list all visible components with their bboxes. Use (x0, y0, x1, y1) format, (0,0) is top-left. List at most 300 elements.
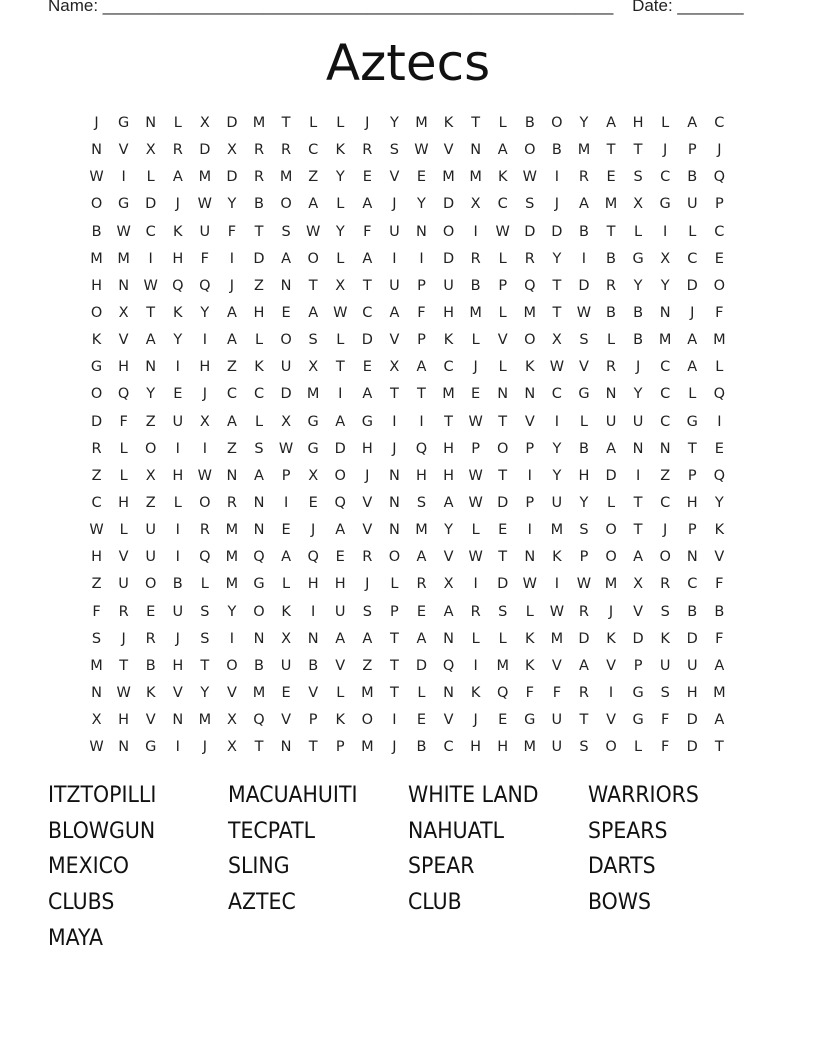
grid-letter: C (443, 359, 454, 376)
grid-letter: X (199, 115, 210, 131)
grid-letter: D (334, 440, 346, 457)
grid-letter: X (308, 359, 319, 376)
grid-letter: U (118, 576, 129, 593)
grid-letter: C (660, 386, 671, 403)
grid-letter: P (687, 142, 697, 159)
word-bank-item: DARTS (588, 854, 656, 880)
grid-letter: W (89, 169, 104, 186)
grid-letter: P (633, 657, 643, 674)
grid-letter: D (578, 277, 590, 294)
grid-letter: N (443, 630, 454, 647)
grid-letter: S (308, 332, 318, 349)
grid-letter: Y (200, 304, 210, 321)
grid-letter: H (172, 657, 184, 674)
grid-letter: R (145, 630, 156, 647)
grid-letter: R (253, 169, 265, 186)
grid-letter: U (280, 657, 292, 674)
grid-letter: J (663, 142, 668, 159)
grid-letter: U (632, 413, 644, 430)
word-bank-item: CLUB (408, 890, 462, 916)
grid-letter: E (471, 386, 481, 403)
grid-letter: X (308, 467, 319, 484)
grid-letter: D (361, 332, 373, 349)
grid-letter: D (578, 630, 590, 647)
grid-letter: R (118, 603, 129, 620)
grid-letter: J (202, 386, 207, 403)
grid-letter: X (470, 196, 481, 213)
grid-letter: H (416, 467, 427, 484)
grid-letter: D (415, 657, 428, 674)
grid-letter: W (333, 304, 348, 321)
grid-letter: O (144, 576, 157, 593)
grid-letter: A (416, 630, 427, 647)
grid-letter: J (392, 440, 397, 457)
date-line: Date: _______ (632, 0, 744, 15)
grid-letter: A (226, 413, 237, 430)
grid-letter: N (524, 386, 536, 403)
grid-letter: B (551, 142, 562, 159)
word-bank-item: WHITE LAND (408, 783, 539, 808)
grid-letter: J (121, 630, 126, 647)
name-line: Name: ______________________________________________________ (48, 0, 614, 15)
grid-letter: M (523, 304, 537, 321)
grid-letter: K (525, 630, 535, 647)
grid-letter: D (686, 277, 698, 294)
grid-letter: I (392, 250, 397, 267)
grid-letter: K (91, 332, 102, 349)
grid-letter: X (551, 332, 562, 349)
grid-letter: V (714, 549, 725, 566)
grid-letter: A (714, 657, 725, 674)
grid-letter: U (145, 549, 156, 566)
grid-letter: K (173, 304, 183, 321)
grid-letter: U (443, 277, 454, 294)
grid-letter: A (443, 494, 454, 511)
grid-letter: U (389, 223, 400, 240)
grid-letter: Y (444, 522, 453, 539)
grid-letter: O (605, 549, 617, 566)
grid-letter: V (308, 684, 319, 701)
grid-letter: O (659, 549, 671, 566)
grid-letter: W (197, 196, 213, 213)
grid-letter: E (281, 304, 291, 321)
grid-letter: Y (389, 115, 399, 131)
grid-letter: P (417, 277, 426, 294)
word-bank-item: NAHUATL (408, 818, 504, 844)
grid-letter: P (308, 712, 318, 729)
grid-letter: C (253, 386, 265, 403)
grid-letter: Y (660, 277, 670, 294)
grid-letter: S (200, 630, 210, 647)
grid-letter: J (663, 522, 668, 539)
grid-letter: T (552, 277, 562, 294)
grid-letter: I (663, 223, 668, 240)
grid-letter: J (365, 576, 370, 593)
grid-letter: V (172, 684, 183, 701)
grid-letter: L (498, 115, 507, 131)
grid-letter: B (578, 223, 589, 240)
grid-letter: Q (253, 712, 265, 729)
grid-letter: M (469, 304, 482, 321)
grid-letter: X (281, 413, 292, 430)
grid-letter: B (633, 304, 644, 321)
grid-letter: V (443, 142, 454, 159)
grid-letter: B (578, 440, 589, 457)
grid-letter: N (253, 630, 265, 647)
grid-letter: M (117, 250, 130, 267)
grid-letter: W (89, 739, 104, 756)
grid-row (83, 381, 733, 408)
grid-row (83, 599, 733, 626)
grid-letter: Q (713, 467, 726, 484)
grid-row (83, 463, 733, 490)
grid-letter: L (471, 332, 480, 349)
grid-letter: C (362, 304, 373, 321)
grid-letter: K (281, 603, 291, 620)
grid-letter: L (634, 223, 643, 240)
grid-letter: K (497, 169, 508, 186)
grid-letter: D (524, 223, 536, 240)
grid-letter: N (659, 304, 671, 321)
grid-letter: W (468, 413, 483, 430)
grid-letter: M (523, 739, 537, 756)
grid-letter: I (202, 440, 207, 457)
grid-letter: P (525, 440, 535, 457)
grid-letter: K (145, 684, 156, 701)
grid-letter: M (415, 115, 428, 131)
grid-letter: A (145, 332, 156, 349)
grid-letter: J (94, 115, 99, 131)
grid-letter: I (148, 250, 153, 267)
grid-letter: A (389, 304, 400, 321)
grid-letter: D (280, 386, 292, 403)
grid-letter: T (281, 115, 291, 131)
grid-letter: N (524, 549, 536, 566)
grid-letter: X (281, 630, 292, 647)
grid-letter: G (117, 196, 130, 213)
grid-letter: C (551, 386, 562, 403)
grid-letter: I (338, 386, 343, 403)
grid-letter: L (471, 630, 480, 647)
grid-letter: W (89, 522, 104, 539)
grid-letter: X (443, 576, 454, 593)
grid-letter: M (442, 169, 455, 186)
grid-letter: Q (199, 277, 211, 294)
word-bank-item: ITZTOPILLI (48, 783, 157, 808)
grid-letter: R (605, 359, 617, 376)
grid-letter: L (661, 115, 670, 131)
grid-letter: E (362, 169, 372, 186)
grid-letter: I (175, 522, 180, 539)
grid-letter: X (91, 712, 102, 729)
grid-letter: Z (254, 277, 264, 294)
grid-letter: M (713, 684, 726, 701)
grid-letter: J (717, 142, 722, 159)
grid-letter: I (311, 603, 316, 620)
word-bank-item: MAYA (48, 925, 103, 951)
grid-letter: I (419, 250, 424, 267)
grid-letter: O (524, 332, 536, 349)
grid-letter: Z (362, 657, 373, 674)
grid-letter: D (199, 142, 211, 159)
grid-letter: N (659, 440, 671, 457)
grid-row (83, 191, 733, 218)
grid-letter: I (554, 576, 559, 593)
grid-letter: A (443, 603, 454, 620)
grid-letter: A (416, 359, 427, 376)
grid-letter: H (470, 739, 482, 756)
grid-letter: T (579, 712, 589, 729)
grid-letter: P (390, 603, 399, 620)
word-bank-item: TECPATL (228, 818, 316, 844)
grid-letter: O (551, 115, 563, 131)
grid-row (83, 626, 733, 653)
grid-letter: S (660, 603, 670, 620)
puzzle-title: Aztecs (325, 34, 491, 92)
grid-letter: T (119, 657, 129, 674)
grid-letter: T (389, 657, 399, 674)
grid-letter: A (578, 196, 589, 213)
grid-letter: H (118, 712, 130, 729)
grid-letter: M (361, 684, 374, 701)
grid-letter: N (91, 142, 102, 159)
grid-letter: B (91, 223, 102, 240)
grid-letter: E (416, 712, 427, 729)
grid-letter: N (416, 223, 427, 240)
grid-letter: W (116, 223, 131, 240)
grid-letter: V (443, 712, 454, 729)
word-bank-item: AZTEC (228, 890, 296, 916)
grid-letter: J (635, 359, 641, 376)
grid-letter: R (362, 142, 373, 159)
grid-letter: V (633, 603, 644, 620)
word-bank-item: SPEAR (408, 854, 475, 880)
grid-letter: Z (226, 359, 237, 376)
grid-letter: I (392, 413, 397, 430)
grid-letter: C (687, 250, 698, 267)
word-bank-item: WARRIORS (588, 783, 699, 808)
grid-letter: T (308, 277, 318, 294)
grid-letter: Y (552, 440, 562, 457)
grid-letter: A (226, 332, 237, 349)
grid-letter: E (281, 522, 291, 539)
grid-letter: I (554, 413, 559, 430)
grid-letter: G (632, 712, 644, 729)
grid-letter: H (118, 359, 130, 376)
grid-letter: O (361, 712, 374, 729)
grid-letter: N (280, 277, 292, 294)
grid-letter: M (577, 142, 591, 159)
grid-letter: W (197, 467, 213, 484)
grid-letter: C (226, 386, 237, 403)
grid-letter: H (172, 467, 184, 484)
grid-letter: M (658, 332, 672, 349)
grid-row (83, 354, 733, 381)
grid-letter: C (91, 494, 102, 511)
grid-letter: K (660, 630, 670, 647)
grid-letter: F (661, 712, 670, 729)
grid-letter: F (363, 223, 372, 240)
grid-letter: N (388, 467, 400, 484)
grid-letter: L (390, 576, 399, 593)
grid-letter: I (392, 712, 397, 729)
grid-letter: I (717, 413, 722, 430)
grid-letter: O (442, 223, 455, 240)
grid-letter: T (633, 142, 643, 159)
grid-letter: I (175, 549, 180, 566)
grid-letter: X (226, 142, 237, 159)
grid-letter: L (119, 467, 128, 484)
grid-letter: C (660, 359, 671, 376)
grid-letter: U (551, 494, 563, 511)
grid-letter: G (632, 250, 644, 267)
grid-row (83, 137, 733, 164)
grid-letter: L (715, 359, 724, 376)
grid-letter: A (362, 196, 373, 213)
grid-letter: U (389, 277, 400, 294)
grid-letter: L (309, 115, 318, 131)
grid-letter: M (361, 739, 374, 756)
grid-letter: W (576, 304, 592, 321)
grid-row (83, 300, 733, 327)
grid-letter: L (336, 684, 345, 701)
grid-letter: J (311, 522, 316, 539)
grid-letter: F (92, 603, 101, 620)
grid-letter: T (687, 440, 697, 457)
grid-letter: O (334, 467, 346, 484)
grid-letter: W (549, 359, 565, 376)
grid-letter: C (497, 196, 508, 213)
grid-letter: E (173, 386, 183, 403)
grid-letter: K (335, 712, 345, 729)
grid-letter: P (281, 467, 291, 484)
grid-letter: W (576, 576, 592, 593)
grid-letter: O (90, 196, 103, 213)
grid-letter: E (308, 494, 318, 511)
grid-letter: K (335, 142, 345, 159)
grid-letter: I (202, 332, 207, 349)
grid-letter: R (524, 250, 535, 267)
grid-letter: N (253, 494, 265, 511)
grid-letter: C (660, 413, 671, 430)
grid-letter: X (226, 712, 237, 729)
grid-letter: Y (227, 196, 237, 213)
grid-letter: A (362, 630, 373, 647)
grid-letter: Y (714, 494, 724, 511)
grid-letter: U (334, 603, 346, 620)
grid-letter: S (633, 169, 643, 186)
grid-letter: E (362, 359, 372, 376)
grid-letter: Y (146, 386, 156, 403)
grid-letter: E (606, 169, 616, 186)
grid-letter: I (608, 684, 614, 701)
grid-letter: B (524, 115, 535, 131)
grid-letter: X (660, 250, 671, 267)
grid-letter: T (498, 549, 508, 566)
grid-letter: D (442, 196, 455, 213)
grid-letter: I (527, 522, 532, 539)
grid-letter: P (471, 440, 480, 457)
grid-letter: G (659, 196, 671, 213)
grid-letter: C (687, 576, 698, 593)
grid-letter: Q (334, 494, 346, 511)
grid-letter: F (200, 250, 210, 267)
grid-letter: T (335, 359, 345, 376)
grid-letter: J (365, 467, 370, 484)
grid-letter: I (473, 657, 478, 674)
grid-letter: J (202, 739, 207, 756)
grid-letter: J (690, 304, 695, 321)
grid-letter: W (468, 467, 483, 484)
grid-letter: G (524, 712, 536, 729)
grid-letter: X (145, 142, 156, 159)
grid-letter: L (173, 494, 182, 511)
grid-letter: G (117, 115, 130, 131)
grid-letter: L (254, 413, 264, 430)
grid-letter: K (525, 657, 535, 674)
grid-letter: A (362, 386, 373, 403)
grid-letter: T (498, 467, 508, 484)
grid-letter: V (606, 657, 616, 674)
grid-letter: K (443, 332, 454, 349)
grid-letter: U (605, 413, 617, 430)
grid-letter: I (527, 467, 532, 484)
grid-letter: X (118, 304, 129, 321)
grid-letter: C (660, 169, 671, 186)
grid-letter: R (172, 142, 183, 159)
grid-letter: M (198, 712, 212, 729)
grid-letter: N (443, 684, 454, 701)
grid-letter: M (415, 522, 428, 539)
grid-letter: M (90, 250, 103, 267)
grid-letter: N (388, 522, 400, 539)
grid-letter: M (604, 196, 618, 213)
grid-letter: A (362, 250, 373, 267)
grid-letter: Y (417, 196, 426, 213)
grid-letter: U (659, 657, 671, 674)
grid-letter: L (417, 684, 426, 701)
grid-letter: A (226, 304, 237, 321)
grid-letter: N (226, 467, 238, 484)
grid-letter: V (118, 332, 129, 349)
grid-letter: R (578, 169, 589, 186)
grid-row (83, 327, 733, 354)
grid-letter: V (145, 712, 156, 729)
grid-letter: R (470, 250, 481, 267)
grid-letter: M (306, 386, 320, 403)
word-bank-item: BOWS (588, 890, 652, 916)
grid-letter: G (90, 359, 103, 376)
grid-letter: T (498, 413, 508, 430)
grid-row (83, 273, 733, 300)
grid-letter: B (606, 250, 616, 267)
grid-letter: U (280, 359, 292, 376)
grid-letter: L (471, 522, 480, 539)
grid-letter: W (116, 684, 131, 701)
grid-letter: V (226, 684, 237, 701)
grid-letter: S (254, 440, 264, 457)
grid-letter: J (473, 359, 478, 376)
grid-letter: R (281, 142, 292, 159)
grid-letter: L (336, 115, 345, 131)
grid-letter: L (688, 223, 697, 240)
grid-letter: G (686, 413, 698, 430)
grid-letter: F (119, 413, 128, 430)
grid-letter: Z (91, 576, 102, 593)
grid-letter: U (686, 196, 698, 213)
grid-letter: F (661, 739, 670, 756)
grid-letter: B (308, 657, 319, 674)
